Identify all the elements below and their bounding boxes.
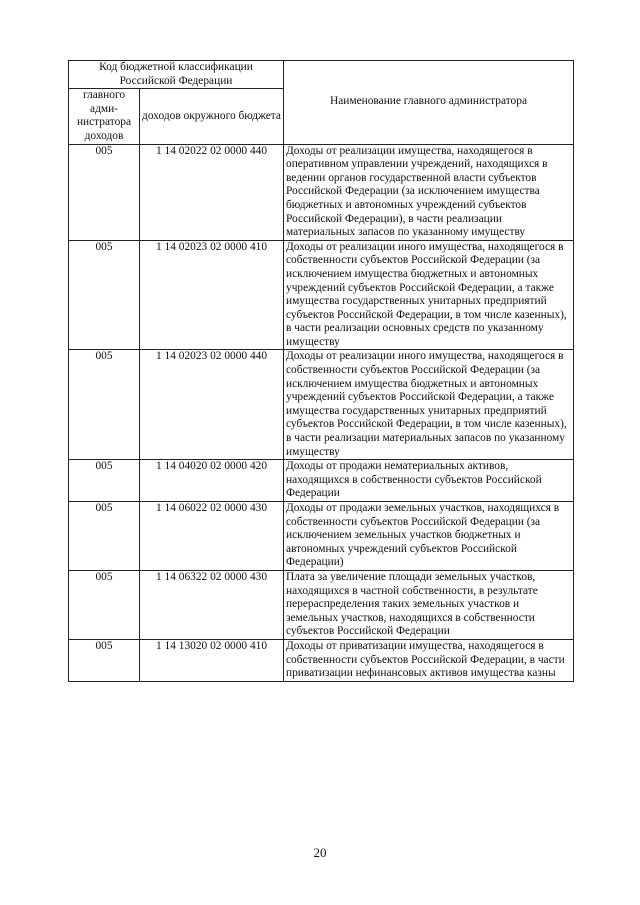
budget-classification-table [68, 60, 574, 682]
table-row [69, 144, 574, 240]
admin-code-cell: 005 [69, 570, 140, 639]
administrator-name-cell: Доходы от приватизации имущества, находящегося в собственности субъектов Российской Федерации, в части приватизации нефинансовых активов имущества казны [284, 639, 574, 681]
table-row [69, 240, 574, 350]
administrator-name-cell: Доходы от продажи нематериальных активов, находящихся в собственности субъектов Российской Федерации [284, 460, 574, 502]
header-code-column: доходов окружного бюджета [140, 89, 284, 144]
administrator-name-cell: Плата за увеличение площади земельных участков, находящихся в частной собственности, в результате перераспределения таких земельных участков и земельных участков, находящихся в собственности субъектов Российской Федерации [284, 570, 574, 639]
header-admin-column: главного адми-нистратора доходов [69, 89, 140, 144]
header-row-top [69, 61, 574, 89]
budget-code-cell: 1 14 06022 02 0000 430 [140, 502, 284, 571]
header-name-column: Наименование главного администратора [284, 61, 574, 145]
administrator-name-cell: Доходы от реализации иного имущества, находящегося в собственности субъектов Российской Федерации (за исключением имущества бюджетных и автономных учреждений субъектов Российской Федерации, а также имущества государственных унитарных предприятий субъектов Российской Федерации, в том числе казенных), в части реализации основных средств по указанному имуществу [284, 240, 574, 350]
admin-code-cell: 005 [69, 460, 140, 502]
admin-code-cell: 005 [69, 240, 140, 350]
budget-code-cell: 1 14 02023 02 0000 440 [140, 350, 284, 460]
budget-code-cell: 1 14 02022 02 0000 440 [140, 144, 284, 240]
table-row [69, 502, 574, 571]
table-row [69, 350, 574, 460]
admin-code-cell: 005 [69, 502, 140, 571]
budget-code-cell: 1 14 06322 02 0000 430 [140, 570, 284, 639]
admin-code-cell: 005 [69, 350, 140, 460]
table-row [69, 570, 574, 639]
table-row [69, 460, 574, 502]
admin-code-cell: 005 [69, 144, 140, 240]
budget-code-cell: 1 14 04020 02 0000 420 [140, 460, 284, 502]
page-number: 20 [313, 845, 327, 860]
header-group-label: Код бюджетной классификации Российской Федерации [69, 61, 284, 89]
administrator-name-cell: Доходы от реализации иного имущества, находящегося в собственности субъектов Российской Федерации (за исключением имущества бюджетных и автономных учреждений субъектов Российской Федерации, а также имущества государственных унитарных предприятий субъектов Российской Федерации, в том числе казенных), в части реализации материальных запасов по указанному имуществу [284, 350, 574, 460]
table-row [69, 639, 574, 681]
administrator-name-cell: Доходы от реализации имущества, находящегося в оперативном управлении учреждений, находящихся в ведении органов государственной власти субъектов Российской Федерации (за исключением имущества бюджетных и автономных учреждений субъектов Российской Федерации), в части реализации материальных запасов по указанному имуществу [284, 144, 574, 240]
budget-code-cell: 1 14 13020 02 0000 410 [140, 639, 284, 681]
admin-code-cell: 005 [69, 639, 140, 681]
administrator-name-cell: Доходы от продажи земельных участков, находящихся в собственности субъектов Российской Федерации (за исключением земельных участков бюджетных и автономных учреждений субъектов Российской Федерации) [284, 502, 574, 571]
budget-code-cell: 1 14 02023 02 0000 410 [140, 240, 284, 350]
